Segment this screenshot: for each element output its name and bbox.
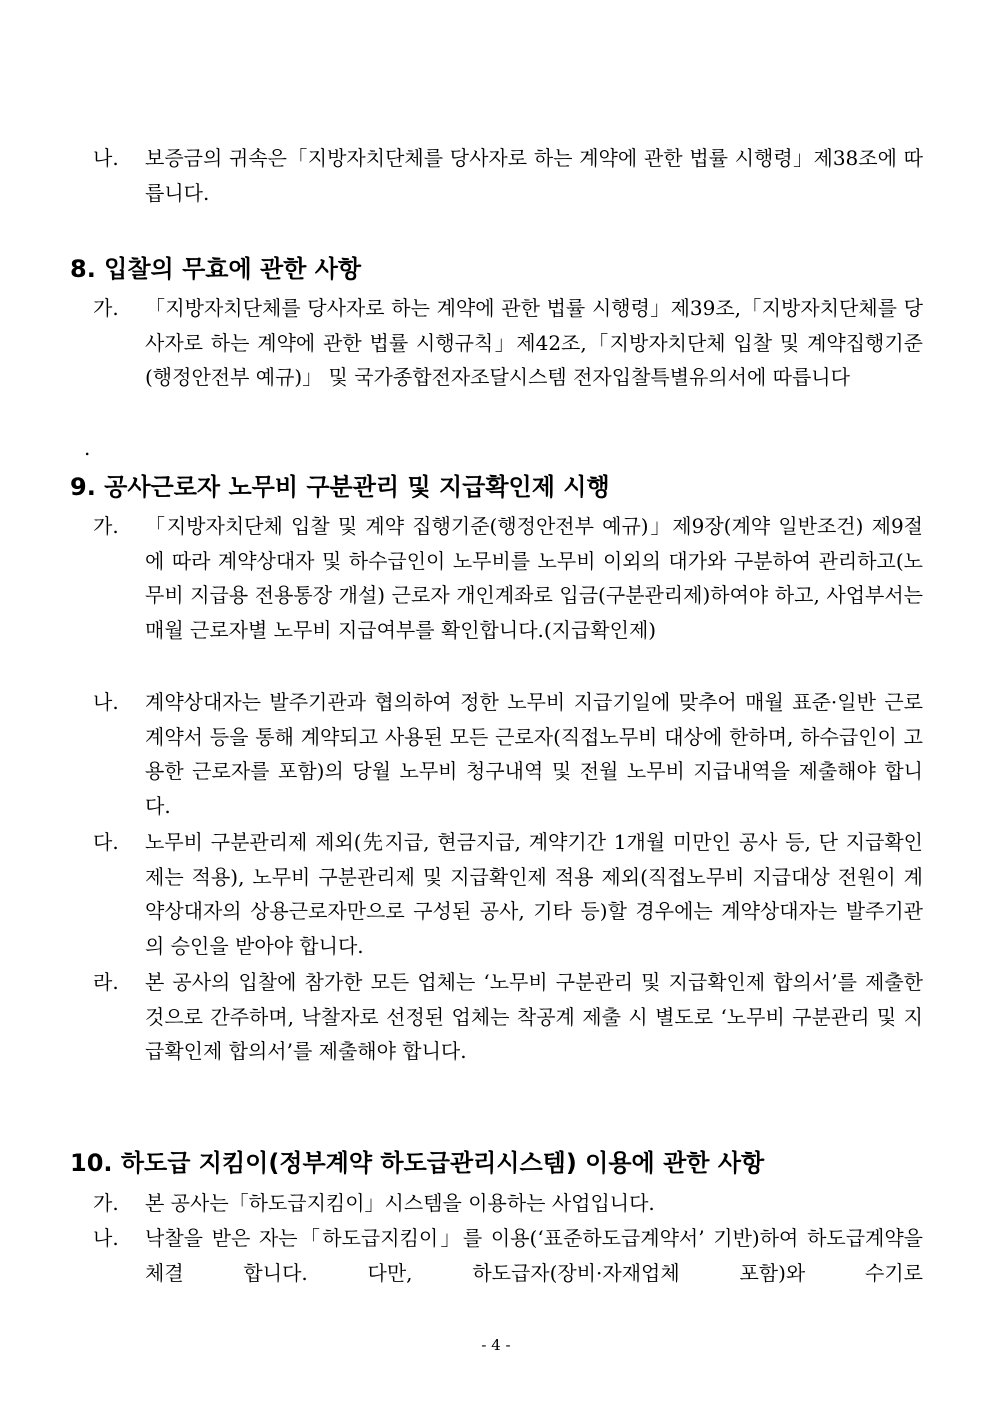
- section-8-heading: 8. 입찰의 무효에 관한 사항: [70, 255, 362, 283]
- item-text: 보증금의 귀속은「지방자치단체를 당사자로 하는 계약에 관한 법률 시행령」제38조에 따릅니다.: [145, 146, 923, 205]
- item-text: 낙찰을 받은 자는「하도급지킴이」를 이용(‘표준하도급계약서’ 기반)하여 하도급계약을 체결 합니다. 다만, 하도급자(장비·자재업체 포함)와 수기로: [145, 1226, 923, 1285]
- item-text: 본 공사는「하도급지킴이」시스템을 이용하는 사업입니다.: [145, 1191, 655, 1215]
- page-number: - 4 -: [481, 1336, 511, 1354]
- item-marker: 다.: [93, 830, 119, 854]
- sec9-item-da: [93, 825, 923, 963]
- item-marker: 가.: [93, 514, 119, 538]
- section-10-heading: 10. 하도급 지킴이(정부계약 하도급관리시스템) 이용에 관한 사항: [70, 1149, 765, 1177]
- item-text: 「지방자치단체 입찰 및 계약 집행기준(행정안전부 예규)」제9장(계약 일반조건) 제9절에 따라 계약상대자 및 하수급인이 노무비를 노무비 이외의 대가와 구분하여 관리하고(노무비 지급용 전용통장 개설) 근로자 개인계좌로 입금(구분관리제)하여야 하고, 사업부서는 매월 근로자별 노무비 지급여부를 확인합니다.(지급확인제): [145, 514, 923, 642]
- sec9-item-ga: [93, 509, 923, 647]
- item-text: 본 공사의 입찰에 참가한 모든 업체는 ‘노무비 구분관리 및 지급확인제 합의서’를 제출한 것으로 간주하며, 낙찰자로 선정된 업체는 착공계 제출 시 별도로 ‘노무비 구분관리 및 지급확인제 합의서’를 제출해야 합니다.: [145, 970, 923, 1063]
- sec10-item-ga: [93, 1186, 923, 1221]
- item-text: 「지방자치단체를 당사자로 하는 계약에 관한 법률 시행령」제39조,「지방자치단체를 당사자로 하는 계약에 관한 법률 시행규칙」제42조,「지방자치단체 입찰 및 계약집행기준(행정안전부 예규)」 및 국가종합전자조달시스템 전자입찰특별유의서에 따릅니다: [145, 296, 923, 389]
- sec7-item-na: [93, 141, 923, 210]
- item-text: 노무비 구분관리제 제외(先지급, 현금지급, 계약기간 1개월 미만인 공사 등, 단 지급확인제는 적용), 노무비 구분관리제 및 지급확인제 적용 제외(직접노무비 지급대상 전원이 계약상대자의 상용근로자만으로 구성된 공사, 기타 등)할 경우에는 계약상대자는 발주기관의 승인을 받아야 합니다.: [145, 830, 923, 958]
- item-marker: 가.: [93, 1191, 119, 1215]
- sec10-item-na: [93, 1221, 923, 1290]
- item-marker: 가.: [93, 296, 119, 320]
- sec9-item-na: [93, 685, 923, 823]
- item-text: 계약상대자는 발주기관과 협의하여 정한 노무비 지급기일에 맞추어 매월 표준·일반 근로계약서 등을 통해 계약되고 사용된 모든 근로자(직접노무비 대상에 한하며, 하수급인이 고용한 근로자를 포함)의 당월 노무비 청구내역 및 전월 노무비 지급내역을 제출해야 합니다.: [145, 690, 923, 818]
- item-marker: 나.: [93, 1226, 119, 1250]
- item-marker: 나.: [93, 146, 119, 170]
- item-marker: 라.: [93, 970, 119, 994]
- sec9-item-ra: [93, 965, 923, 1069]
- sec8-item-ga: [93, 291, 923, 395]
- stray-dot: .: [84, 436, 91, 460]
- item-marker: 나.: [93, 690, 119, 714]
- section-9-heading: 9. 공사근로자 노무비 구분관리 및 지급확인제 시행: [70, 473, 610, 501]
